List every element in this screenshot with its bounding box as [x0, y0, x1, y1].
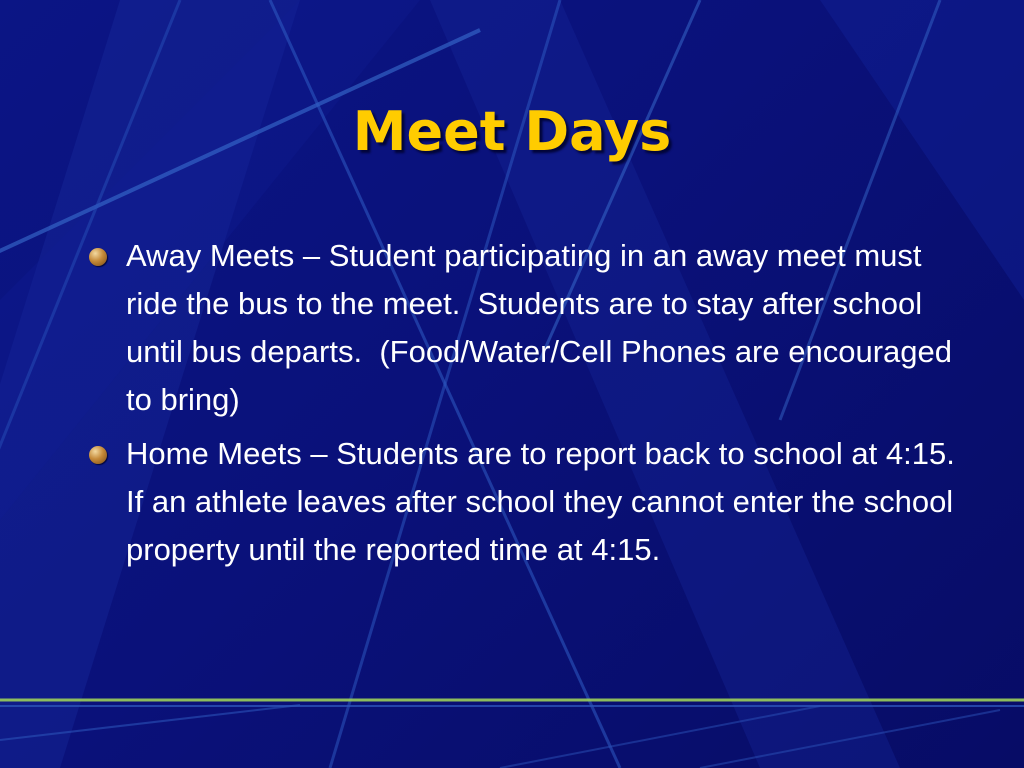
bullet-text: Home Meets – Students are to report back to school at 4:15. If an athlete leaves after school they cannot enter the school property until the reported time at 4:15.: [126, 436, 973, 567]
bullet-icon: [89, 446, 107, 464]
slide-title: Meet Days: [352, 100, 672, 163]
bullet-text: Away Meets – Student participating in an away meet must ride the bus to the meet. Students are to stay after school until bus departs. (Food/Water/Cell Phones are encouraged to bring): [126, 238, 961, 417]
bullet-item-home-meets: [84, 430, 973, 574]
bullet-list: [84, 232, 973, 580]
bullet-icon: [89, 248, 107, 266]
bullet-item-away-meets: [84, 232, 964, 424]
